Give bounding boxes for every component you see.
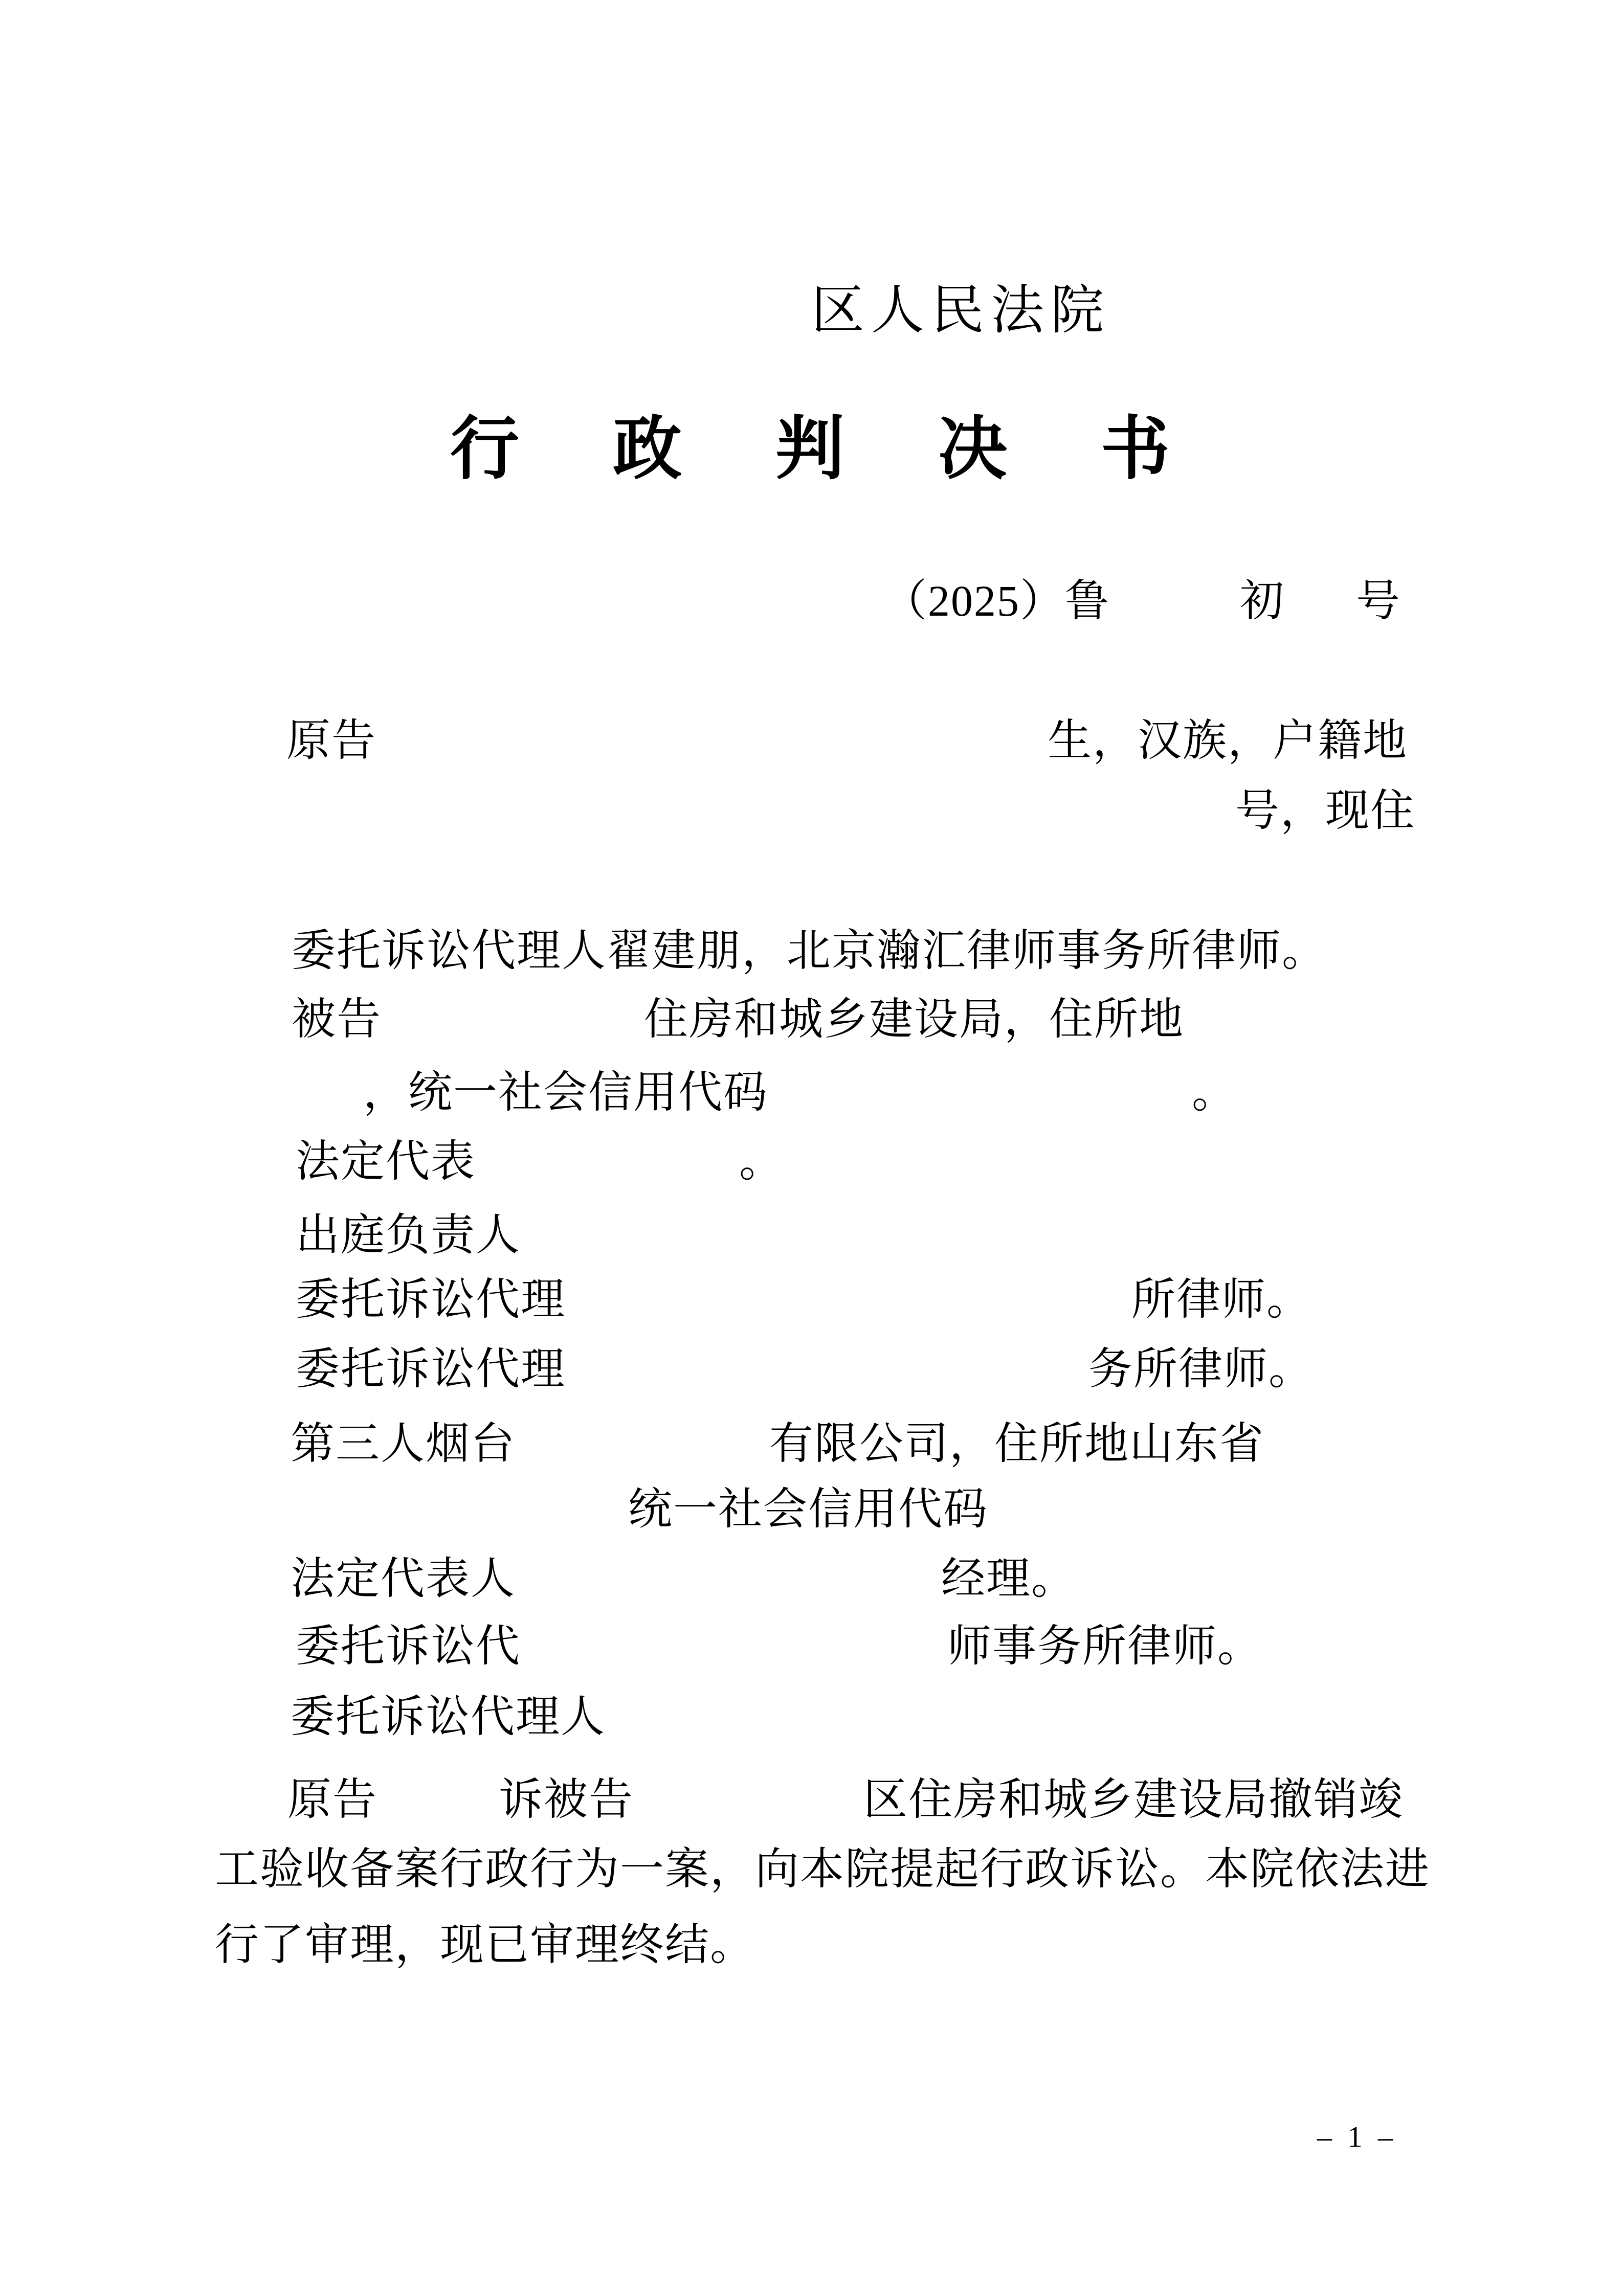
plaintiff-agent: 委托诉讼代理人翟建朋，北京瀚汇律师事务所律师。: [292, 926, 1327, 975]
page-number: – 1 –: [1317, 2120, 1397, 2153]
third-party-name-tail: 有限公司，住所地山东省: [769, 1419, 1264, 1468]
defendant-label: 被告: [292, 995, 382, 1044]
defendant-name-tail: 住房和城乡建设局，住所地: [644, 995, 1184, 1044]
defendant-legal-rep-end: 。: [739, 1137, 784, 1186]
defendant-agent1-label: 委托诉讼代理: [296, 1275, 566, 1324]
plaintiff-info-tail2: 号，现住: [1235, 786, 1415, 835]
defendant-agent2-tail: 务所律师。: [1088, 1344, 1314, 1393]
defendant-agent1-tail: 所律师。: [1131, 1275, 1311, 1324]
defendant-appearance-officer: 出庭负责人: [296, 1210, 521, 1259]
summary-line1-plaintiff: 原告: [287, 1775, 377, 1824]
third-party-label: 第三人烟台: [291, 1419, 516, 1468]
plaintiff-info-tail: 生，汉族，户籍地: [1048, 716, 1408, 765]
case-number-suffix: 号: [1356, 576, 1401, 625]
court-name: 区人民法院: [811, 281, 1111, 340]
third-party-credit-label: 统一社会信用代码: [628, 1484, 988, 1534]
plaintiff-label: 原告: [286, 716, 376, 765]
third-party-legal-rep-tail: 经理。: [941, 1554, 1076, 1603]
defendant-credit-lead: ，统一社会信用代码: [363, 1068, 768, 1117]
third-party-agent1-label: 委托诉讼代: [296, 1622, 521, 1671]
defendant-credit-end: 。: [1192, 1068, 1237, 1117]
summary-line3: 行了审理，现已审理终结。: [215, 1920, 755, 1969]
case-number-middle: 初: [1240, 576, 1285, 625]
summary-line1-vs-defendant: 诉被告: [499, 1775, 634, 1824]
third-party-agent2-label: 委托诉讼代理人: [291, 1692, 606, 1741]
summary-line2: 工验收备案行政行为一案，向本院提起行政诉讼。本院依法进: [215, 1844, 1430, 1894]
document-title: 行政判决书: [450, 412, 1263, 488]
defendant-legal-rep-label: 法定代表: [296, 1137, 476, 1186]
case-number-prefix: （2025）鲁: [883, 576, 1110, 625]
defendant-agent2-label: 委托诉讼代理: [296, 1344, 566, 1393]
third-party-agent1-tail: 师事务所律师。: [947, 1622, 1262, 1671]
third-party-legal-rep-label: 法定代表人: [291, 1554, 516, 1603]
summary-line1-tail: 区住房和城乡建设局撤销竣: [863, 1775, 1404, 1824]
